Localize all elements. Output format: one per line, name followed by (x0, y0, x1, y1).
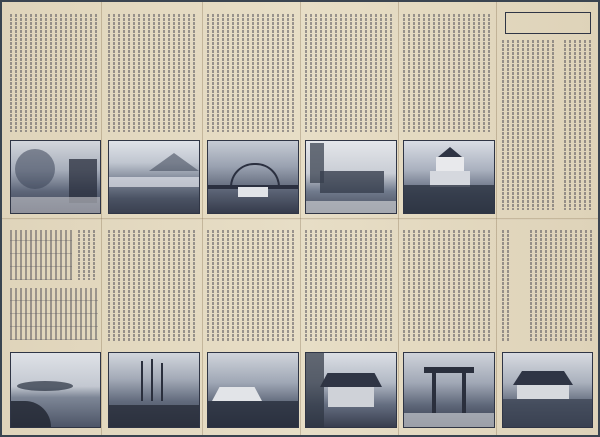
text-column (502, 230, 512, 342)
photo-shrine-gate (403, 352, 495, 428)
text-column (305, 230, 395, 342)
text-column (305, 14, 395, 132)
photo-iron-bridge (207, 140, 299, 214)
photo-village-houses (207, 352, 299, 428)
photo-pavilion-on-water (502, 352, 593, 428)
text-column (108, 14, 198, 132)
text-column (207, 230, 297, 342)
text-column (403, 230, 493, 342)
photo-lake (10, 352, 101, 428)
data-table (10, 288, 98, 340)
fold-line-horizontal (2, 218, 598, 220)
title-cartouche (505, 12, 591, 34)
text-column (502, 40, 556, 210)
broadsheet (2, 2, 598, 435)
text-column (530, 230, 592, 342)
photo-large-building (305, 140, 397, 214)
photo-shrine-trees (10, 140, 101, 214)
text-column (78, 230, 98, 280)
text-column (564, 40, 592, 210)
text-column (108, 230, 198, 342)
data-table (10, 230, 72, 280)
photo-town-view (108, 140, 200, 214)
photo-castle (403, 140, 495, 214)
photo-temple-roof (305, 352, 397, 428)
text-column (10, 14, 98, 132)
photo-harbor-masts (108, 352, 200, 428)
text-column (207, 14, 297, 132)
text-column (403, 14, 493, 132)
